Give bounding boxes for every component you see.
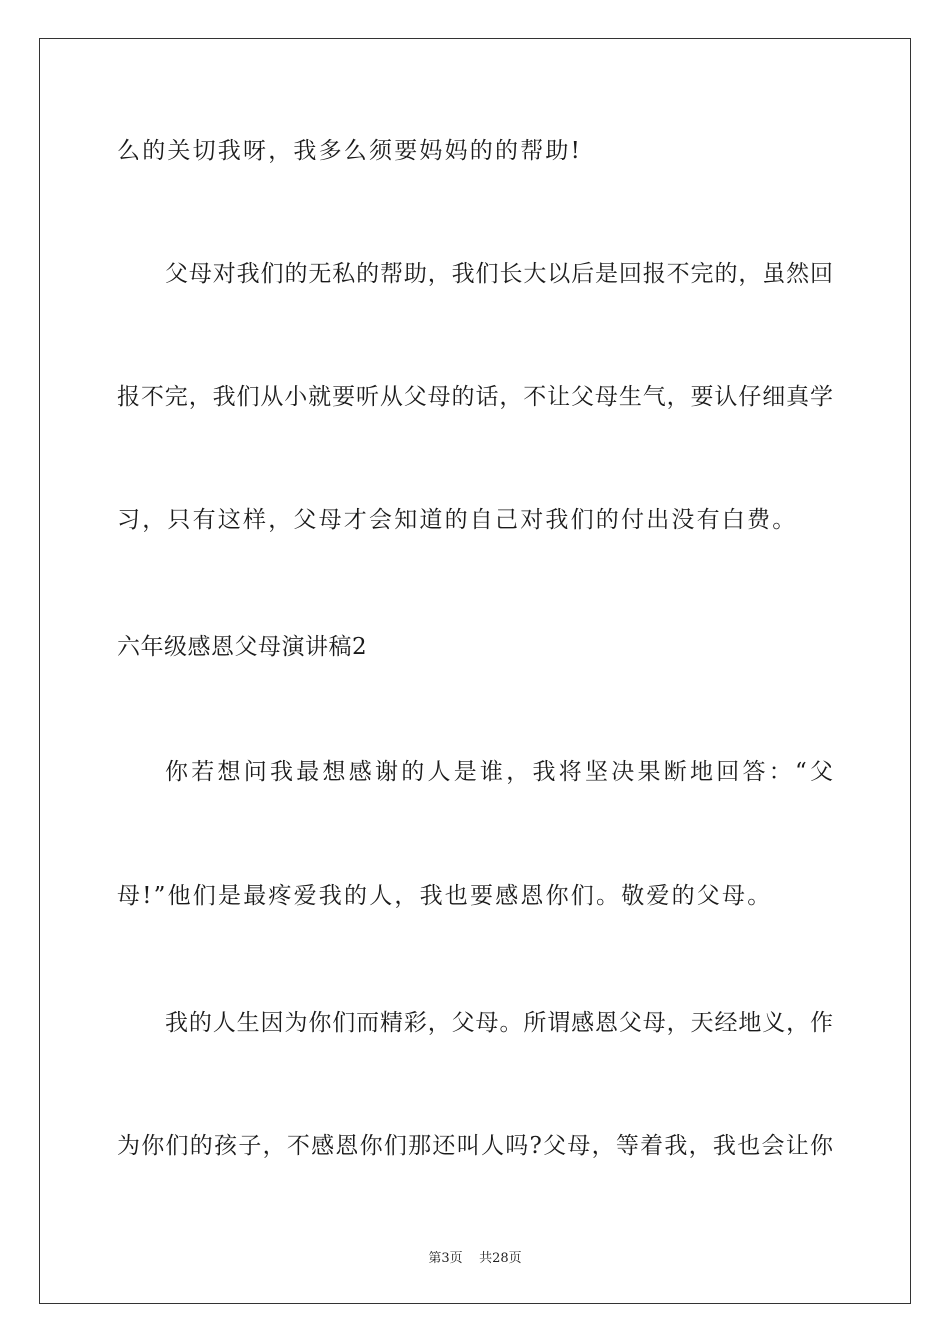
paragraph-line: 我的人生因为你们而精彩，父母。所谓感恩父母，天经地义，作 — [165, 1010, 833, 1036]
paragraph-line: 父母对我们的无私的帮助，我们长大以后是回报不完的，虽然回 — [165, 261, 833, 287]
paragraph-line: 为你们的孩子，不感恩你们那还叫人吗?父母，等着我，我也会让你 — [117, 1133, 833, 1159]
page-border — [39, 38, 911, 1304]
section-heading: 六年级感恩父母演讲稿2 — [117, 634, 368, 660]
paragraph-line: 报不完，我们从小就要听从父母的话，不让父母生气，要认仔细真学 — [117, 384, 833, 410]
paragraph-line: 母!”他们是最疼爱我的人，我也要感恩你们。敬爱的父母。 — [117, 883, 773, 909]
paragraph-line: 么的关切我呀，我多么须要妈妈的的帮助! — [117, 138, 583, 164]
page-footer: 第3页 共28页 — [428, 1251, 522, 1266]
paragraph-line: 你若想问我最想感谢的人是谁，我将坚决果断地回答：“父 — [165, 759, 833, 785]
paragraph-line: 习，只有这样，父母才会知道的自己对我们的付出没有白费。 — [117, 507, 798, 533]
